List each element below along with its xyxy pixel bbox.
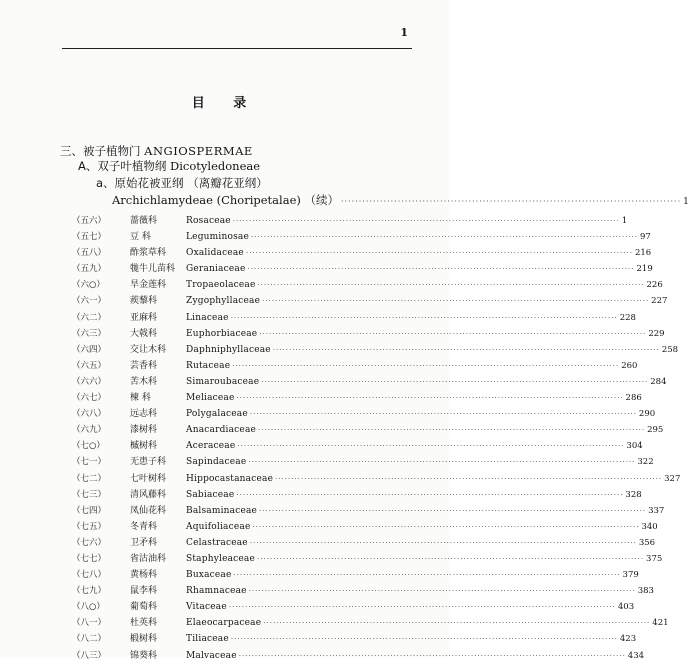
family-number: （六七） xyxy=(72,393,107,404)
toc-row[interactable] xyxy=(72,615,669,631)
family-number: （七四） xyxy=(72,505,107,516)
family-chinese-name: 凤仙花科 xyxy=(130,505,167,516)
family-chinese-name: 远志科 xyxy=(130,409,158,420)
family-number: （八三） xyxy=(72,650,107,661)
page-ref: 284 xyxy=(650,376,667,387)
page-ref: 258 xyxy=(661,344,679,355)
family-latin-name: Zygophyllaceae xyxy=(186,296,261,307)
toc-row[interactable] xyxy=(72,342,679,358)
toc-row[interactable] xyxy=(72,519,658,535)
leader-dots: ························································································································ xyxy=(228,603,616,612)
family-number: （七六） xyxy=(72,537,107,548)
toc-row[interactable] xyxy=(72,374,667,390)
family-number: （六五） xyxy=(72,360,107,371)
family-number: （六二） xyxy=(72,312,107,323)
page-ref: 383 xyxy=(637,586,654,597)
family-chinese-name: 旱金莲科 xyxy=(130,280,167,291)
continued-entry xyxy=(112,192,689,208)
family-chinese-name: 芸香科 xyxy=(130,360,158,371)
toc-row[interactable] xyxy=(72,583,654,599)
leader-dots: ································································································ xyxy=(341,197,682,206)
page-ref: 403 xyxy=(617,602,635,613)
family-number: （八一） xyxy=(72,618,107,629)
leader-dots: ························································································································ xyxy=(232,217,620,225)
family-latin-name: Oxalidaceae xyxy=(186,248,244,259)
page-ref: 229 xyxy=(648,328,665,339)
leader-dots: ························································································································ xyxy=(252,522,640,531)
family-number: （七九） xyxy=(72,586,107,597)
family-number: （七二） xyxy=(72,473,107,484)
family-chinese-name: 省沽油科 xyxy=(130,553,167,564)
page-ref: 290 xyxy=(638,409,656,420)
family-chinese-name: 鼠李科 xyxy=(130,586,158,597)
toc-row[interactable] xyxy=(72,326,665,342)
leader-dots: ························································································································ xyxy=(248,587,636,596)
family-latin-name: Staphyleaceae xyxy=(186,553,256,564)
page-ref: 228 xyxy=(619,312,636,323)
toc-row[interactable] xyxy=(72,454,654,470)
leader-dots: ························································································································ xyxy=(263,619,651,628)
page-ref: 219 xyxy=(636,264,653,275)
leader-dots: ························································································································ xyxy=(232,361,620,370)
page-ref: 328 xyxy=(625,489,642,500)
family-latin-name: Rutaceae xyxy=(186,360,231,371)
family-number: （八二） xyxy=(72,634,107,645)
leader-dots: ························································································································ xyxy=(258,426,646,435)
family-latin-name: Rhamnaceae xyxy=(186,586,247,597)
family-chinese-name: 豆 科 xyxy=(130,232,151,243)
family-chinese-name: 葡萄科 xyxy=(130,602,158,613)
subclass-heading xyxy=(78,158,260,174)
family-chinese-name: 蔷薇科 xyxy=(130,216,158,226)
page-ref: 304 xyxy=(626,441,643,452)
family-chinese-name: 无患子科 xyxy=(130,457,167,468)
family-latin-name: Rosaceae xyxy=(186,216,231,226)
family-chinese-name: 酢浆草科 xyxy=(130,248,167,259)
page-ref: 97 xyxy=(640,232,651,243)
toc-row[interactable] xyxy=(72,229,651,245)
header-rule xyxy=(62,48,412,49)
family-latin-name: Buxaceae xyxy=(186,570,232,581)
family-number: （七七） xyxy=(72,553,107,564)
family-latin-name: Meliaceae xyxy=(186,393,235,404)
continued-entry-text: Archichlamydeae (Choripetalae) （续） xyxy=(112,193,340,207)
family-chinese-name: 冬青科 xyxy=(130,521,158,532)
family-chinese-name: 清风藤科 xyxy=(130,489,167,500)
family-chinese-name: 牻牛儿苗科 xyxy=(130,264,176,275)
page-ref: 423 xyxy=(619,634,637,645)
family-number: （七五） xyxy=(72,521,107,532)
family-number: （六六） xyxy=(72,376,107,387)
family-latin-name: Elaeocarpaceae xyxy=(186,618,262,629)
toc-title: 目 录 xyxy=(191,96,259,111)
family-latin-name: Anacardiaceae xyxy=(186,425,257,436)
toc-row[interactable] xyxy=(72,631,637,647)
family-chinese-name: 苦木科 xyxy=(130,376,158,387)
family-number: （七三） xyxy=(72,489,107,500)
toc-row[interactable] xyxy=(72,535,656,551)
toc-row[interactable] xyxy=(72,648,645,664)
leader-dots: ························································································································ xyxy=(251,233,639,242)
toc-row[interactable] xyxy=(72,438,643,454)
leader-dots: ························································································································ xyxy=(237,442,625,451)
section-heading xyxy=(60,143,253,159)
family-chinese-name: 七叶树科 xyxy=(130,473,167,484)
family-chinese-name: 槭树科 xyxy=(130,441,158,452)
leader-dots: ························································································································ xyxy=(249,538,637,547)
family-number: （五六） xyxy=(72,216,107,226)
leader-dots: ························································································································ xyxy=(262,297,650,306)
subclass-latin: Dicotyledoneae xyxy=(170,159,261,173)
toc-row[interactable] xyxy=(72,487,642,503)
section-label: 三、被子植物门 xyxy=(60,144,141,158)
family-chinese-name: 卫矛科 xyxy=(130,537,158,548)
family-latin-name: Aceraceae xyxy=(186,441,236,452)
family-number: （六一） xyxy=(72,296,107,307)
family-latin-name: Daphniphyllaceae xyxy=(186,344,271,355)
page-ref: 260 xyxy=(621,360,638,371)
family-number: （六八） xyxy=(72,409,107,420)
toc-row[interactable] xyxy=(72,245,652,261)
continued-entry-page: 1 xyxy=(683,197,689,207)
family-latin-name: Balsaminaceae xyxy=(186,505,258,516)
leader-dots: ························································································································ xyxy=(248,458,636,467)
page-ref: 340 xyxy=(641,521,658,532)
toc-row[interactable] xyxy=(72,422,664,438)
toc-row[interactable] xyxy=(72,293,668,309)
family-chinese-name: 椴树科 xyxy=(130,634,158,645)
page-ref: 216 xyxy=(634,248,652,259)
leader-dots: ························································································································ xyxy=(236,490,624,499)
leader-dots: ························································································································ xyxy=(261,377,649,386)
family-chinese-name: 亚麻科 xyxy=(130,312,158,323)
page-ref: 434 xyxy=(627,650,645,661)
leader-dots: ························································································································ xyxy=(257,281,645,290)
toc-row[interactable] xyxy=(72,213,628,229)
family-number: （七八） xyxy=(72,570,107,581)
leader-dots: ························································································································ xyxy=(236,394,624,403)
toc-row[interactable] xyxy=(72,503,665,519)
family-number: （五八） xyxy=(72,248,107,259)
family-chinese-name: 漆树科 xyxy=(130,425,158,436)
toc-row[interactable] xyxy=(72,406,656,422)
toc-row[interactable] xyxy=(72,599,635,615)
family-latin-name: Vitaceae xyxy=(186,602,227,613)
leader-dots: ························································································································ xyxy=(275,474,663,483)
family-latin-name: Celastraceae xyxy=(186,537,248,548)
family-chinese-name: 黄杨科 xyxy=(130,570,158,581)
toc-row[interactable] xyxy=(72,471,681,487)
family-number: （七○） xyxy=(72,441,105,452)
page-ref: 356 xyxy=(638,537,656,548)
family-latin-name: Tiliaceae xyxy=(186,634,229,645)
page-number: 1 xyxy=(400,26,408,39)
toc-row[interactable] xyxy=(72,390,642,406)
leader-dots: ························································································································ xyxy=(249,410,637,419)
toc-row[interactable] xyxy=(72,310,636,326)
family-number: （八○） xyxy=(72,602,105,613)
section-latin: ANGIOSPERMAE xyxy=(144,144,253,158)
toc-row[interactable] xyxy=(72,567,639,583)
page-ref: 322 xyxy=(637,457,654,468)
leader-dots: ························································································································ xyxy=(257,554,645,563)
family-number: （七一） xyxy=(72,457,107,468)
leader-dots: ························································································································ xyxy=(245,249,633,258)
family-chinese-name: 杜英科 xyxy=(130,618,158,629)
page-ref: 375 xyxy=(646,553,663,564)
family-latin-name: Euphorbiaceae xyxy=(186,328,258,339)
leader-dots: ························································································································ xyxy=(259,329,647,338)
family-number: （六四） xyxy=(72,344,107,355)
family-latin-name: Linaceae xyxy=(186,312,229,323)
toc-row[interactable] xyxy=(72,551,663,567)
page-ref: 337 xyxy=(648,505,665,516)
family-chinese-name: 交让木科 xyxy=(130,344,167,355)
family-number: （五七） xyxy=(72,232,107,243)
leader-dots: ························································································································ xyxy=(238,651,626,660)
family-number: （六九） xyxy=(72,425,107,436)
leader-dots: ························································································································ xyxy=(259,506,647,515)
family-chinese-name: 蒺藜科 xyxy=(130,296,158,307)
family-number: （五九） xyxy=(72,264,107,275)
family-chinese-name: 大戟科 xyxy=(130,328,158,339)
page-ref: 421 xyxy=(652,618,669,629)
family-latin-name: Polygalaceae xyxy=(186,409,248,420)
toc-row[interactable] xyxy=(72,261,653,277)
family-latin-name: Leguminosae xyxy=(186,232,249,243)
page-ref: 286 xyxy=(625,393,642,404)
family-number: （六○） xyxy=(72,280,105,291)
family-latin-name: Sapindaceae xyxy=(186,457,247,468)
toc-row[interactable] xyxy=(72,358,638,374)
leader-dots: ························································································································ xyxy=(272,345,660,354)
page-ref: 227 xyxy=(651,296,668,307)
toc-row[interactable] xyxy=(72,277,663,293)
toc-entries xyxy=(72,213,681,664)
subgroup-heading: a、原始花被亚纲 （离瓣花亚纲） xyxy=(96,176,268,190)
page-ref: 327 xyxy=(664,473,681,484)
family-latin-name: Sabiaceae xyxy=(186,489,235,500)
subclass-label: A、双子叶植物纲 xyxy=(78,159,167,173)
family-latin-name: Malvaceae xyxy=(186,650,237,661)
leader-dots: ························································································································ xyxy=(247,265,635,274)
family-latin-name: Aquifoliaceae xyxy=(186,521,251,532)
leader-dots: ························································································································ xyxy=(230,635,618,644)
family-chinese-name: 楝 科 xyxy=(130,393,151,404)
page-ref: 379 xyxy=(622,570,639,581)
page-ref: 226 xyxy=(646,280,663,291)
family-latin-name: Simaroubaceae xyxy=(186,376,260,387)
family-latin-name: Geraniaceae xyxy=(186,264,246,275)
page-ref: 295 xyxy=(647,425,664,436)
family-number: （六三） xyxy=(72,328,107,339)
page-ref: 1 xyxy=(621,216,628,226)
family-chinese-name: 锦葵科 xyxy=(130,650,158,661)
leader-dots: ························································································································ xyxy=(233,571,621,580)
family-latin-name: Hippocastanaceae xyxy=(186,473,274,484)
family-latin-name: Tropaeolaceae xyxy=(186,280,256,291)
leader-dots: ························································································································ xyxy=(230,313,618,322)
